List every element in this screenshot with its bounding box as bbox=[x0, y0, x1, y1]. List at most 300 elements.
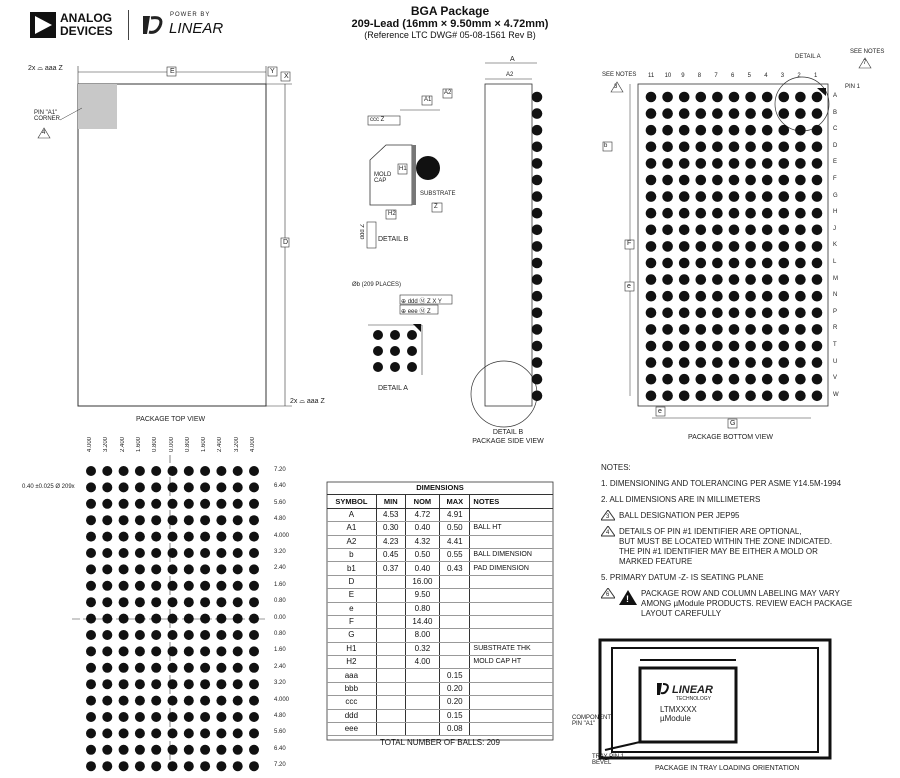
bottom-ball bbox=[795, 241, 806, 252]
bottom-ball bbox=[679, 108, 690, 119]
note-4 bbox=[601, 527, 896, 567]
dim-row bbox=[327, 508, 553, 521]
dim-row bbox=[327, 696, 553, 709]
bottom-ball bbox=[812, 92, 823, 103]
bottom-ball bbox=[679, 241, 690, 252]
dim-cell bbox=[470, 508, 553, 521]
bottom-ball bbox=[795, 258, 806, 269]
bottom-ball bbox=[712, 208, 723, 219]
bottom-ball bbox=[679, 374, 690, 385]
land-ball bbox=[216, 696, 226, 706]
dim-cell bbox=[376, 615, 405, 628]
top-view-e-label: E bbox=[170, 68, 175, 75]
land-ball bbox=[249, 466, 259, 476]
bottom-ball bbox=[646, 324, 657, 335]
bottom-ball bbox=[745, 341, 756, 352]
land-ball bbox=[168, 663, 178, 673]
dim-cell bbox=[470, 682, 553, 695]
land-ball bbox=[216, 761, 226, 771]
land-ball bbox=[184, 597, 194, 607]
land-ball bbox=[102, 482, 112, 492]
bottom-ball bbox=[812, 258, 823, 269]
land-ball bbox=[233, 630, 243, 640]
land-ball bbox=[184, 548, 194, 558]
land-ball bbox=[233, 745, 243, 755]
land-ball bbox=[184, 466, 194, 476]
bottom-ball bbox=[812, 241, 823, 252]
bottom-ball bbox=[779, 175, 790, 186]
bottom-ball bbox=[646, 308, 657, 319]
dim-cell: 4.41 bbox=[440, 535, 470, 548]
side-view-a: A bbox=[510, 56, 515, 63]
land-ball bbox=[151, 515, 161, 525]
land-ball bbox=[168, 515, 178, 525]
land-ball bbox=[102, 466, 112, 476]
note-2: 2. ALL DIMENSIONS ARE IN MILLIMETERS bbox=[601, 495, 761, 504]
side-view-caption-2: PACKAGE SIDE VIEW bbox=[472, 438, 544, 445]
dim-cell: e bbox=[327, 602, 376, 615]
bottom-ball bbox=[762, 341, 773, 352]
land-ball bbox=[86, 532, 96, 542]
dim-cell: 4.32 bbox=[405, 535, 440, 548]
top-view-tol-top: 2x ⌓ aaa Z bbox=[28, 65, 63, 72]
bottom-ball bbox=[812, 225, 823, 236]
bottom-ball bbox=[762, 125, 773, 136]
land-ball bbox=[233, 499, 243, 509]
bottom-ball bbox=[696, 258, 707, 269]
dim-cell bbox=[470, 589, 553, 602]
dim-row bbox=[327, 682, 553, 695]
land-ball bbox=[249, 532, 259, 542]
dim-cell bbox=[405, 723, 440, 736]
bottom-ball bbox=[745, 125, 756, 136]
bottom-ball bbox=[729, 258, 740, 269]
land-ball bbox=[168, 548, 178, 558]
land-ball bbox=[184, 712, 194, 722]
dim-cell: E bbox=[327, 589, 376, 602]
bottom-ball bbox=[696, 341, 707, 352]
land-ball bbox=[184, 728, 194, 738]
dim-cell: 0.43 bbox=[440, 562, 470, 575]
bottom-ball bbox=[729, 108, 740, 119]
land-ball bbox=[119, 728, 129, 738]
dim-title: DIMENSIONS bbox=[327, 482, 553, 495]
note-3-num: 3 bbox=[606, 514, 610, 520]
bottom-ball bbox=[712, 125, 723, 136]
land-row-label: 4.80 bbox=[274, 516, 286, 523]
land-col-label: 0.800 bbox=[184, 437, 191, 453]
dim-cell: 0.55 bbox=[440, 548, 470, 561]
bottom-ball bbox=[646, 341, 657, 352]
bottom-ball bbox=[812, 158, 823, 169]
bottom-col-label: 5 bbox=[747, 73, 751, 79]
dim-cell bbox=[470, 629, 553, 642]
side-ball bbox=[532, 125, 543, 136]
bottom-ball bbox=[762, 308, 773, 319]
dim-cell: D bbox=[327, 575, 376, 588]
dim-cell bbox=[376, 696, 405, 709]
bottom-ball bbox=[729, 374, 740, 385]
dim-cell bbox=[470, 709, 553, 722]
land-row-label: 5.60 bbox=[274, 499, 286, 506]
dim-row bbox=[327, 709, 553, 722]
land-ball bbox=[200, 515, 210, 525]
bottom-b-label: b bbox=[604, 143, 608, 149]
dim-cell bbox=[376, 723, 405, 736]
land-ball bbox=[184, 564, 194, 574]
land-ball bbox=[233, 712, 243, 722]
page-title: BGA Package bbox=[410, 4, 490, 18]
bottom-ball bbox=[646, 158, 657, 169]
bottom-ball bbox=[745, 241, 756, 252]
bottom-ball bbox=[679, 92, 690, 103]
bottom-ball bbox=[662, 291, 673, 302]
land-ball bbox=[135, 548, 145, 558]
bottom-ball bbox=[779, 191, 790, 202]
land-ball bbox=[168, 614, 178, 624]
land-ball bbox=[135, 728, 145, 738]
dim-cell bbox=[376, 589, 405, 602]
side-ball bbox=[532, 341, 543, 352]
dim-header-cell: SYMBOL bbox=[327, 495, 376, 508]
land-ball bbox=[86, 499, 96, 509]
bottom-see-notes-2: SEE NOTES bbox=[850, 49, 885, 55]
bottom-ball bbox=[696, 391, 707, 402]
land-ball bbox=[249, 696, 259, 706]
land-ball bbox=[216, 728, 226, 738]
land-ball bbox=[135, 679, 145, 689]
bottom-row-label: J bbox=[833, 225, 836, 232]
notes-heading: NOTES: bbox=[601, 463, 631, 472]
land-ball bbox=[151, 466, 161, 476]
bottom-ball bbox=[696, 92, 707, 103]
bottom-row-label: N bbox=[833, 292, 838, 299]
land-ball bbox=[151, 548, 161, 558]
land-ball bbox=[168, 728, 178, 738]
bottom-ball bbox=[779, 391, 790, 402]
dim-cell: SUBSTRATE THK bbox=[470, 642, 553, 655]
side-ball bbox=[532, 241, 543, 252]
land-ball bbox=[216, 646, 226, 656]
land-pattern-drawing bbox=[72, 455, 265, 772]
bottom-ball bbox=[795, 357, 806, 368]
bottom-ball bbox=[762, 324, 773, 335]
dim-cell: 4.91 bbox=[440, 508, 470, 521]
bottom-ball bbox=[696, 175, 707, 186]
bottom-ball bbox=[779, 291, 790, 302]
land-ball bbox=[249, 761, 259, 771]
bottom-col-label: 9 bbox=[681, 73, 685, 79]
bottom-col-label: 1 bbox=[814, 73, 818, 79]
dim-cell bbox=[470, 535, 553, 548]
land-ball bbox=[168, 581, 178, 591]
bottom-ball bbox=[779, 374, 790, 385]
land-ball bbox=[86, 466, 96, 476]
land-ball bbox=[168, 564, 178, 574]
dim-cell bbox=[376, 656, 405, 669]
top-view-pin-label: PIN "A1" CORNER bbox=[34, 110, 61, 122]
page-reference: (Reference LTC DWG# 05-08-1561 Rev B) bbox=[364, 30, 536, 40]
land-row-label: 1.60 bbox=[274, 581, 286, 588]
dim-cell bbox=[470, 696, 553, 709]
tray-logo: LINEAR bbox=[672, 684, 713, 696]
bottom-ball bbox=[679, 357, 690, 368]
side-ball bbox=[532, 258, 543, 269]
bottom-ball bbox=[662, 175, 673, 186]
bottom-ball bbox=[679, 158, 690, 169]
bottom-ball bbox=[662, 274, 673, 285]
land-col-label: 3.200 bbox=[103, 437, 110, 453]
bottom-ball bbox=[779, 142, 790, 153]
land-ball bbox=[216, 466, 226, 476]
land-ball bbox=[184, 581, 194, 591]
top-view-drawing bbox=[38, 66, 292, 406]
bottom-ball bbox=[646, 274, 657, 285]
land-ball bbox=[233, 515, 243, 525]
dim-cell: 0.40 bbox=[405, 562, 440, 575]
bottom-ball bbox=[712, 341, 723, 352]
detail-b-h1: H1 bbox=[399, 166, 407, 172]
dim-cell: 0.40 bbox=[405, 522, 440, 535]
dim-cell: 0.08 bbox=[440, 723, 470, 736]
bottom-ball bbox=[729, 274, 740, 285]
tray-pin-bevel: TRAY PIN 1 BEVEL bbox=[592, 754, 625, 766]
land-ball bbox=[216, 532, 226, 542]
bottom-ball bbox=[812, 391, 823, 402]
land-ball bbox=[249, 597, 259, 607]
land-ball bbox=[119, 564, 129, 574]
land-ball bbox=[86, 761, 96, 771]
side-view-caption-1: DETAIL B bbox=[492, 429, 524, 436]
land-ball bbox=[184, 679, 194, 689]
detail-b-mold-cap: MOLD CAP bbox=[374, 172, 392, 184]
land-ball bbox=[249, 630, 259, 640]
dim-row bbox=[327, 548, 553, 561]
bottom-ball bbox=[779, 274, 790, 285]
bottom-ball bbox=[679, 391, 690, 402]
side-ball bbox=[532, 274, 543, 285]
bottom-ball bbox=[679, 274, 690, 285]
bottom-ball bbox=[795, 125, 806, 136]
side-view-a2: A2 bbox=[506, 72, 514, 78]
bottom-ball bbox=[745, 158, 756, 169]
bottom-ball bbox=[696, 308, 707, 319]
land-ball bbox=[102, 679, 112, 689]
bottom-row-label: B bbox=[833, 109, 838, 116]
bottom-ball bbox=[712, 191, 723, 202]
bottom-ball bbox=[762, 208, 773, 219]
bottom-ball bbox=[795, 208, 806, 219]
bottom-ball bbox=[729, 357, 740, 368]
bottom-row-label: H bbox=[833, 209, 838, 216]
bottom-view-caption: PACKAGE BOTTOM VIEW bbox=[688, 434, 773, 441]
bottom-ball bbox=[762, 258, 773, 269]
land-ball-grid bbox=[86, 466, 259, 771]
dim-row bbox=[327, 575, 553, 588]
detail-a-caption: DETAIL A bbox=[378, 385, 408, 392]
bottom-ball bbox=[646, 108, 657, 119]
detail-b-drawing bbox=[367, 89, 452, 248]
land-ball bbox=[200, 630, 210, 640]
bottom-ball bbox=[795, 142, 806, 153]
land-ball bbox=[184, 745, 194, 755]
side-ball bbox=[532, 308, 543, 319]
bottom-ball bbox=[745, 225, 756, 236]
side-ball bbox=[532, 391, 543, 402]
land-ball bbox=[216, 679, 226, 689]
bottom-ball bbox=[679, 225, 690, 236]
note-4-line4: MARKED FEATURE bbox=[619, 557, 693, 566]
side-view-drawing bbox=[471, 63, 542, 427]
land-col-label: 0.000 bbox=[168, 437, 175, 453]
land-row-label: 4.000 bbox=[274, 696, 290, 703]
detail-b-a1: A1 bbox=[424, 97, 432, 103]
land-ball bbox=[86, 712, 96, 722]
land-ball bbox=[86, 581, 96, 591]
dim-cell: 0.32 bbox=[405, 642, 440, 655]
bottom-ball bbox=[729, 225, 740, 236]
side-ball bbox=[532, 108, 543, 119]
bottom-ball bbox=[662, 357, 673, 368]
bottom-ball bbox=[762, 357, 773, 368]
dim-cell: 0.37 bbox=[376, 562, 405, 575]
linear-logo-text: LINEAR bbox=[169, 20, 224, 37]
side-ball bbox=[532, 357, 543, 368]
land-ball bbox=[168, 679, 178, 689]
land-ball bbox=[102, 646, 112, 656]
bottom-ball bbox=[745, 357, 756, 368]
land-ball bbox=[184, 515, 194, 525]
land-ball bbox=[102, 761, 112, 771]
bottom-ball bbox=[762, 374, 773, 385]
land-row-label: 7.20 bbox=[274, 467, 286, 473]
dim-row bbox=[327, 629, 553, 642]
land-ball bbox=[135, 482, 145, 492]
land-ball bbox=[102, 696, 112, 706]
bottom-ball bbox=[762, 158, 773, 169]
bottom-ball bbox=[662, 341, 673, 352]
land-ball bbox=[168, 597, 178, 607]
bottom-ball bbox=[745, 191, 756, 202]
bottom-ball bbox=[812, 142, 823, 153]
bottom-ball bbox=[679, 125, 690, 136]
bottom-ball bbox=[712, 274, 723, 285]
bottom-ball bbox=[762, 142, 773, 153]
tray-module: µModule bbox=[660, 714, 691, 723]
side-ball bbox=[532, 291, 543, 302]
bottom-ball bbox=[712, 357, 723, 368]
land-ball bbox=[135, 581, 145, 591]
bottom-ball bbox=[662, 225, 673, 236]
bottom-ball bbox=[696, 208, 707, 219]
note-6-num: 6 bbox=[606, 592, 610, 598]
bottom-ball bbox=[662, 158, 673, 169]
land-ball bbox=[102, 597, 112, 607]
land-ball bbox=[216, 482, 226, 492]
land-ball bbox=[119, 515, 129, 525]
bottom-ball bbox=[729, 208, 740, 219]
land-ball bbox=[135, 564, 145, 574]
dim-row bbox=[327, 602, 553, 615]
land-row-label: 6.40 bbox=[274, 483, 286, 490]
dim-header-cell: NOTES bbox=[470, 495, 553, 508]
bottom-ball bbox=[696, 374, 707, 385]
bottom-ball bbox=[745, 324, 756, 335]
bottom-ball bbox=[745, 92, 756, 103]
bottom-e-label: e bbox=[658, 408, 662, 415]
dim-cell: BALL DIMENSION bbox=[470, 548, 553, 561]
bottom-ball bbox=[712, 374, 723, 385]
detail-b-ccc: ccc Z bbox=[370, 117, 385, 123]
bottom-ball bbox=[779, 158, 790, 169]
bottom-ball bbox=[795, 92, 806, 103]
land-col-label: 1.600 bbox=[135, 437, 142, 453]
dim-cell bbox=[376, 669, 405, 682]
land-ball bbox=[233, 532, 243, 542]
land-ball bbox=[168, 482, 178, 492]
bottom-detail-a: DETAIL A bbox=[795, 54, 821, 60]
detail-b-caption: DETAIL B bbox=[378, 236, 409, 243]
bottom-ball bbox=[712, 258, 723, 269]
land-ball bbox=[168, 696, 178, 706]
bottom-ball bbox=[712, 142, 723, 153]
side-ball bbox=[532, 208, 543, 219]
land-row-label: 2.40 bbox=[274, 663, 286, 670]
bottom-ball bbox=[696, 291, 707, 302]
dim-cell: 4.72 bbox=[405, 508, 440, 521]
land-ball bbox=[233, 696, 243, 706]
land-ball bbox=[216, 614, 226, 624]
bottom-ball bbox=[795, 374, 806, 385]
top-view-note-ref: 4 bbox=[42, 130, 46, 136]
dim-cell bbox=[470, 602, 553, 615]
land-ball bbox=[119, 745, 129, 755]
land-ball bbox=[200, 482, 210, 492]
dim-cell: H2 bbox=[327, 656, 376, 669]
note-4-line3: THE PIN #1 IDENTIFIER MAY BE EITHER A MOLD OR bbox=[619, 547, 818, 556]
top-view-x-label: X bbox=[284, 73, 289, 80]
bottom-ball bbox=[712, 108, 723, 119]
side-ball bbox=[532, 324, 543, 335]
detail-b-a2: A2 bbox=[444, 90, 452, 96]
bottom-ball bbox=[679, 191, 690, 202]
land-ball bbox=[184, 630, 194, 640]
tray-drawing bbox=[600, 640, 830, 758]
land-ball bbox=[135, 515, 145, 525]
land-ball bbox=[200, 614, 210, 624]
land-ball bbox=[135, 663, 145, 673]
bottom-f-label: F bbox=[627, 240, 632, 247]
bottom-ball bbox=[662, 258, 673, 269]
note-6-line3: LAYOUT CAREFULLY bbox=[641, 609, 722, 618]
land-ball bbox=[102, 515, 112, 525]
dim-cell: bbb bbox=[327, 682, 376, 695]
land-ball bbox=[200, 499, 210, 509]
dim-row bbox=[327, 723, 553, 736]
bottom-row-label: L bbox=[833, 259, 837, 265]
land-ball bbox=[233, 761, 243, 771]
dim-cell bbox=[440, 656, 470, 669]
dim-cell: 0.15 bbox=[440, 669, 470, 682]
dim-cell bbox=[405, 669, 440, 682]
bottom-ball bbox=[696, 108, 707, 119]
bottom-pin1: PIN 1 bbox=[845, 84, 861, 90]
land-ball bbox=[102, 548, 112, 558]
top-view-y-label: Y bbox=[270, 68, 275, 75]
land-col-label: 4.000 bbox=[87, 437, 93, 453]
side-ball bbox=[532, 92, 543, 103]
bottom-ball bbox=[762, 225, 773, 236]
